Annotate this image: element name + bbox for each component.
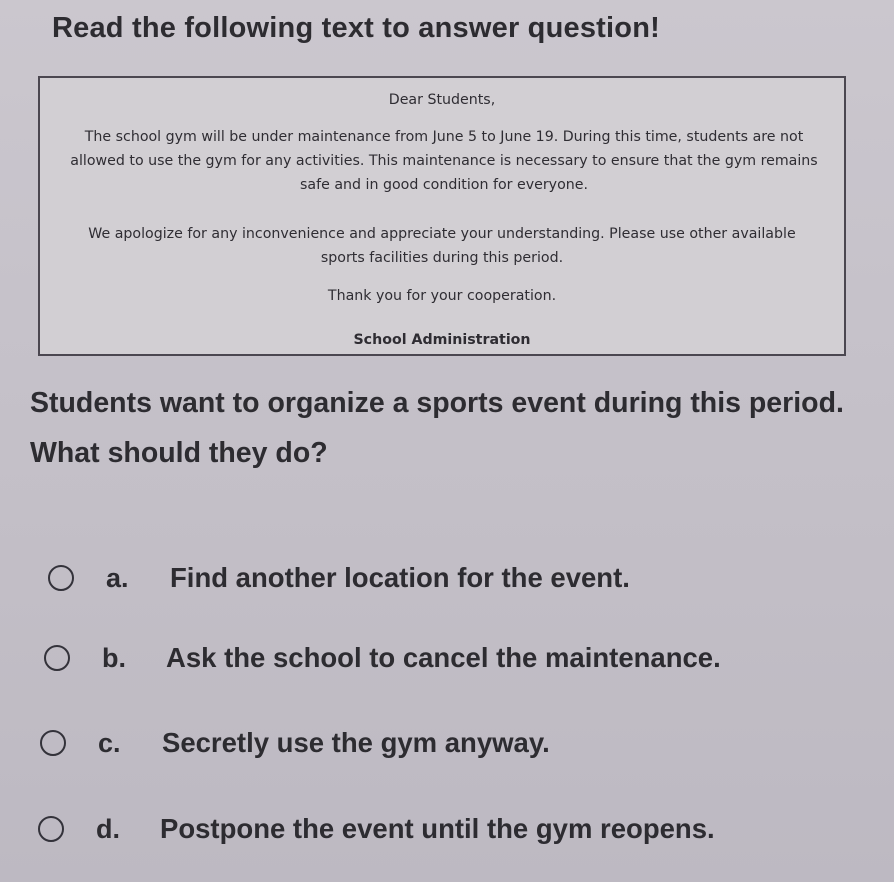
notice-greeting: Dear Students, <box>388 92 496 108</box>
radio-button-d[interactable] <box>38 816 64 842</box>
answer-option-d[interactable] <box>38 813 715 845</box>
option-letter-a: a. <box>106 562 129 593</box>
question-text: Students want to organize a sports event during this period. What should they do? <box>30 387 844 469</box>
radio-button-b[interactable] <box>44 645 70 671</box>
answer-option-a[interactable] <box>48 562 630 594</box>
notice-signature: School Administration <box>353 332 531 348</box>
instruction-heading: Read the following text to answer question! <box>52 12 660 44</box>
answer-option-c[interactable] <box>40 727 550 759</box>
notice-paragraph-2: We apologize for any inconvenience and appreciate your understanding. Please use other available sports facilities during this period. <box>88 226 796 266</box>
option-letter-c: c. <box>98 727 121 758</box>
notice-box <box>38 76 846 356</box>
notice-thanks: Thank you for your cooperation. <box>327 288 557 304</box>
option-text-c: Secretly use the gym anyway. <box>162 727 550 758</box>
answer-option-b[interactable] <box>44 642 721 674</box>
radio-button-c[interactable] <box>40 730 66 756</box>
option-text-d: Postpone the event until the gym reopens. <box>160 813 715 844</box>
option-text-b: Ask the school to cancel the maintenance. <box>166 642 721 673</box>
option-text-a: Find another location for the event. <box>170 562 630 593</box>
option-letter-d: d. <box>96 813 120 844</box>
notice-paragraph-1: The school gym will be under maintenance from June 5 to June 19. During this time, students are not allowed to use the gym for any activities. This maintenance is necessary to ensure that the gym remains safe and in good condition for everyone. <box>70 129 818 193</box>
radio-button-a[interactable] <box>48 565 74 591</box>
option-letter-b: b. <box>102 642 126 673</box>
